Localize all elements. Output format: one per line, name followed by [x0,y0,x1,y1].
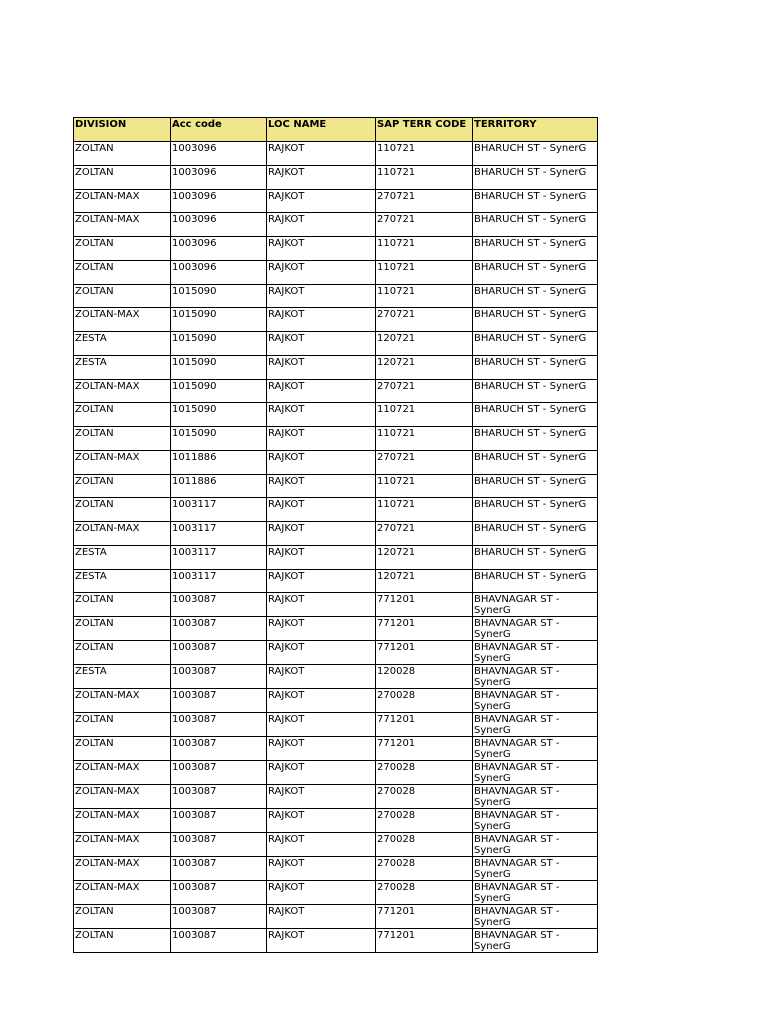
cell-sap-terr-code: 270721 [376,450,473,474]
header-sap-terr-code: SAP TERR CODE [376,118,473,142]
table-row [74,450,598,474]
cell-loc-name: RAJKOT [267,689,376,713]
cell-acc-code: 1015090 [171,403,267,427]
cell-acc-code: 1011886 [171,450,267,474]
cell-sap-terr-code: 270721 [376,189,473,213]
cell-division: ZOLTAN-MAX [74,189,171,213]
table-row [74,522,598,546]
cell-territory: BHAVNAGAR ST - SynerG [473,905,598,929]
table-row [74,403,598,427]
cell-acc-code: 1015090 [171,427,267,451]
cell-loc-name: RAJKOT [267,641,376,665]
cell-loc-name: RAJKOT [267,332,376,356]
cell-loc-name: RAJKOT [267,522,376,546]
table-row [74,857,598,881]
cell-loc-name: RAJKOT [267,617,376,641]
cell-sap-terr-code: 771201 [376,641,473,665]
cell-acc-code: 1003087 [171,737,267,761]
table-row [74,905,598,929]
cell-division: ZOLTAN [74,142,171,166]
cell-acc-code: 1003087 [171,833,267,857]
cell-acc-code: 1003087 [171,809,267,833]
cell-division: ZOLTAN-MAX [74,857,171,881]
cell-division: ZESTA [74,665,171,689]
header-row [74,118,598,142]
table-row [74,308,598,332]
table-row [74,332,598,356]
cell-division: ZOLTAN [74,713,171,737]
cell-territory: BHARUCH ST - SynerG [473,379,598,403]
cell-loc-name: RAJKOT [267,284,376,308]
table-row [74,713,598,737]
cell-sap-terr-code: 110721 [376,284,473,308]
cell-territory: BHAVNAGAR ST - SynerG [473,593,598,617]
cell-acc-code: 1003087 [171,905,267,929]
cell-territory: BHARUCH ST - SynerG [473,474,598,498]
cell-division: ZOLTAN [74,260,171,284]
cell-loc-name: RAJKOT [267,785,376,809]
cell-loc-name: RAJKOT [267,142,376,166]
cell-sap-terr-code: 771201 [376,905,473,929]
cell-loc-name: RAJKOT [267,213,376,237]
cell-loc-name: RAJKOT [267,569,376,593]
cell-division: ZOLTAN-MAX [74,450,171,474]
table-row [74,213,598,237]
table-row [74,809,598,833]
cell-sap-terr-code: 270721 [376,522,473,546]
cell-territory: BHARUCH ST - SynerG [473,142,598,166]
cell-acc-code: 1003087 [171,857,267,881]
cell-division: ZOLTAN [74,403,171,427]
cell-territory: BHARUCH ST - SynerG [473,189,598,213]
cell-division: ZOLTAN-MAX [74,308,171,332]
cell-acc-code: 1003117 [171,498,267,522]
cell-loc-name: RAJKOT [267,929,376,953]
cell-division: ZOLTAN [74,617,171,641]
cell-acc-code: 1003096 [171,142,267,166]
cell-sap-terr-code: 270721 [376,308,473,332]
cell-acc-code: 1015090 [171,355,267,379]
cell-territory: BHARUCH ST - SynerG [473,569,598,593]
cell-loc-name: RAJKOT [267,809,376,833]
table-row [74,498,598,522]
cell-loc-name: RAJKOT [267,260,376,284]
cell-acc-code: 1003096 [171,189,267,213]
cell-division: ZOLTAN [74,474,171,498]
cell-division: ZOLTAN [74,641,171,665]
cell-sap-terr-code: 270028 [376,833,473,857]
table-row [74,737,598,761]
table-row [74,474,598,498]
cell-territory: BHAVNAGAR ST - SynerG [473,689,598,713]
cell-division: ZOLTAN-MAX [74,809,171,833]
table-body [74,142,598,953]
table-row [74,833,598,857]
cell-acc-code: 1003087 [171,617,267,641]
cell-acc-code: 1003117 [171,569,267,593]
cell-sap-terr-code: 270028 [376,857,473,881]
cell-division: ZOLTAN-MAX [74,213,171,237]
cell-sap-terr-code: 110721 [376,498,473,522]
cell-acc-code: 1015090 [171,332,267,356]
cell-sap-terr-code: 270028 [376,809,473,833]
table-row [74,689,598,713]
cell-acc-code: 1003087 [171,641,267,665]
cell-loc-name: RAJKOT [267,737,376,761]
cell-territory: BHAVNAGAR ST - SynerG [473,737,598,761]
cell-loc-name: RAJKOT [267,665,376,689]
cell-sap-terr-code: 771201 [376,929,473,953]
cell-division: ZESTA [74,545,171,569]
cell-sap-terr-code: 110721 [376,403,473,427]
cell-territory: BHAVNAGAR ST - SynerG [473,857,598,881]
cell-sap-terr-code: 120721 [376,332,473,356]
cell-sap-terr-code: 771201 [376,713,473,737]
cell-territory: BHARUCH ST - SynerG [473,522,598,546]
cell-division: ZOLTAN [74,929,171,953]
cell-division: ZOLTAN [74,498,171,522]
cell-division: ZESTA [74,569,171,593]
cell-division: ZOLTAN-MAX [74,881,171,905]
cell-loc-name: RAJKOT [267,403,376,427]
cell-acc-code: 1003087 [171,665,267,689]
cell-acc-code: 1003117 [171,522,267,546]
cell-loc-name: RAJKOT [267,857,376,881]
cell-territory: BHAVNAGAR ST - SynerG [473,785,598,809]
cell-acc-code: 1015090 [171,284,267,308]
cell-loc-name: RAJKOT [267,881,376,905]
cell-territory: BHAVNAGAR ST - SynerG [473,833,598,857]
cell-loc-name: RAJKOT [267,474,376,498]
cell-division: ZOLTAN [74,593,171,617]
table-row [74,284,598,308]
cell-territory: BHAVNAGAR ST - SynerG [473,809,598,833]
table-row [74,929,598,953]
cell-loc-name: RAJKOT [267,450,376,474]
cell-sap-terr-code: 270028 [376,785,473,809]
cell-division: ZOLTAN [74,284,171,308]
header-division: DIVISION [74,118,171,142]
cell-territory: BHAVNAGAR ST - SynerG [473,665,598,689]
cell-acc-code: 1003096 [171,260,267,284]
cell-acc-code: 1003087 [171,785,267,809]
cell-division: ZOLTAN-MAX [74,761,171,785]
cell-territory: BHARUCH ST - SynerG [473,498,598,522]
cell-territory: BHARUCH ST - SynerG [473,213,598,237]
cell-division: ZOLTAN [74,737,171,761]
cell-acc-code: 1003096 [171,237,267,261]
cell-loc-name: RAJKOT [267,498,376,522]
cell-territory: BHARUCH ST - SynerG [473,403,598,427]
cell-territory: BHAVNAGAR ST - SynerG [473,641,598,665]
cell-sap-terr-code: 771201 [376,737,473,761]
cell-territory: BHAVNAGAR ST - SynerG [473,929,598,953]
cell-acc-code: 1003096 [171,165,267,189]
table-row [74,142,598,166]
cell-sap-terr-code: 120721 [376,569,473,593]
cell-acc-code: 1011886 [171,474,267,498]
cell-division: ZOLTAN-MAX [74,833,171,857]
table-row [74,237,598,261]
cell-sap-terr-code: 270028 [376,761,473,785]
cell-sap-terr-code: 771201 [376,593,473,617]
cell-sap-terr-code: 270721 [376,213,473,237]
table-row [74,189,598,213]
cell-sap-terr-code: 270028 [376,689,473,713]
table-row [74,665,598,689]
table-row [74,355,598,379]
cell-loc-name: RAJKOT [267,905,376,929]
cell-acc-code: 1003087 [171,761,267,785]
cell-territory: BHAVNAGAR ST - SynerG [473,617,598,641]
cell-territory: BHARUCH ST - SynerG [473,355,598,379]
table-row [74,569,598,593]
cell-acc-code: 1003087 [171,689,267,713]
cell-division: ZOLTAN [74,237,171,261]
cell-loc-name: RAJKOT [267,165,376,189]
cell-loc-name: RAJKOT [267,189,376,213]
cell-acc-code: 1003117 [171,545,267,569]
cell-sap-terr-code: 110721 [376,142,473,166]
cell-loc-name: RAJKOT [267,593,376,617]
cell-division: ZOLTAN-MAX [74,379,171,403]
cell-division: ZOLTAN-MAX [74,689,171,713]
cell-acc-code: 1003087 [171,593,267,617]
table-row [74,881,598,905]
cell-territory: BHAVNAGAR ST - SynerG [473,761,598,785]
table-row [74,545,598,569]
cell-loc-name: RAJKOT [267,427,376,451]
table-row [74,641,598,665]
cell-sap-terr-code: 110721 [376,165,473,189]
cell-division: ZOLTAN [74,165,171,189]
table-row [74,761,598,785]
cell-sap-terr-code: 120028 [376,665,473,689]
cell-territory: BHARUCH ST - SynerG [473,308,598,332]
cell-division: ZOLTAN-MAX [74,522,171,546]
table-row [74,617,598,641]
table-header [74,118,598,142]
table-row [74,427,598,451]
cell-sap-terr-code: 110721 [376,237,473,261]
cell-division: ZOLTAN [74,905,171,929]
cell-loc-name: RAJKOT [267,308,376,332]
cell-division: ZOLTAN [74,427,171,451]
cell-sap-terr-code: 110721 [376,474,473,498]
header-loc-name: LOC NAME [267,118,376,142]
cell-loc-name: RAJKOT [267,237,376,261]
table-row [74,785,598,809]
cell-loc-name: RAJKOT [267,761,376,785]
table-row [74,379,598,403]
cell-division: ZESTA [74,332,171,356]
header-territory: TERRITORY [473,118,598,142]
cell-sap-terr-code: 120721 [376,355,473,379]
table-row [74,260,598,284]
data-table [73,117,598,953]
cell-sap-terr-code: 110721 [376,260,473,284]
cell-acc-code: 1003087 [171,713,267,737]
cell-division: ZOLTAN-MAX [74,785,171,809]
cell-sap-terr-code: 771201 [376,617,473,641]
cell-territory: BHARUCH ST - SynerG [473,545,598,569]
cell-territory: BHARUCH ST - SynerG [473,284,598,308]
cell-territory: BHARUCH ST - SynerG [473,260,598,284]
cell-division: ZESTA [74,355,171,379]
cell-acc-code: 1003087 [171,881,267,905]
cell-loc-name: RAJKOT [267,545,376,569]
cell-acc-code: 1015090 [171,308,267,332]
cell-loc-name: RAJKOT [267,379,376,403]
cell-territory: BHAVNAGAR ST - SynerG [473,713,598,737]
cell-territory: BHARUCH ST - SynerG [473,237,598,261]
cell-sap-terr-code: 270028 [376,881,473,905]
cell-acc-code: 1015090 [171,379,267,403]
cell-loc-name: RAJKOT [267,833,376,857]
cell-acc-code: 1003096 [171,213,267,237]
cell-sap-terr-code: 110721 [376,427,473,451]
table-row [74,593,598,617]
cell-territory: BHARUCH ST - SynerG [473,450,598,474]
cell-territory: BHARUCH ST - SynerG [473,332,598,356]
cell-loc-name: RAJKOT [267,355,376,379]
header-acc-code: Acc code [171,118,267,142]
table-row [74,165,598,189]
cell-acc-code: 1003087 [171,929,267,953]
cell-loc-name: RAJKOT [267,713,376,737]
cell-territory: BHARUCH ST - SynerG [473,165,598,189]
cell-territory: BHAVNAGAR ST - SynerG [473,881,598,905]
cell-sap-terr-code: 270721 [376,379,473,403]
cell-sap-terr-code: 120721 [376,545,473,569]
cell-territory: BHARUCH ST - SynerG [473,427,598,451]
